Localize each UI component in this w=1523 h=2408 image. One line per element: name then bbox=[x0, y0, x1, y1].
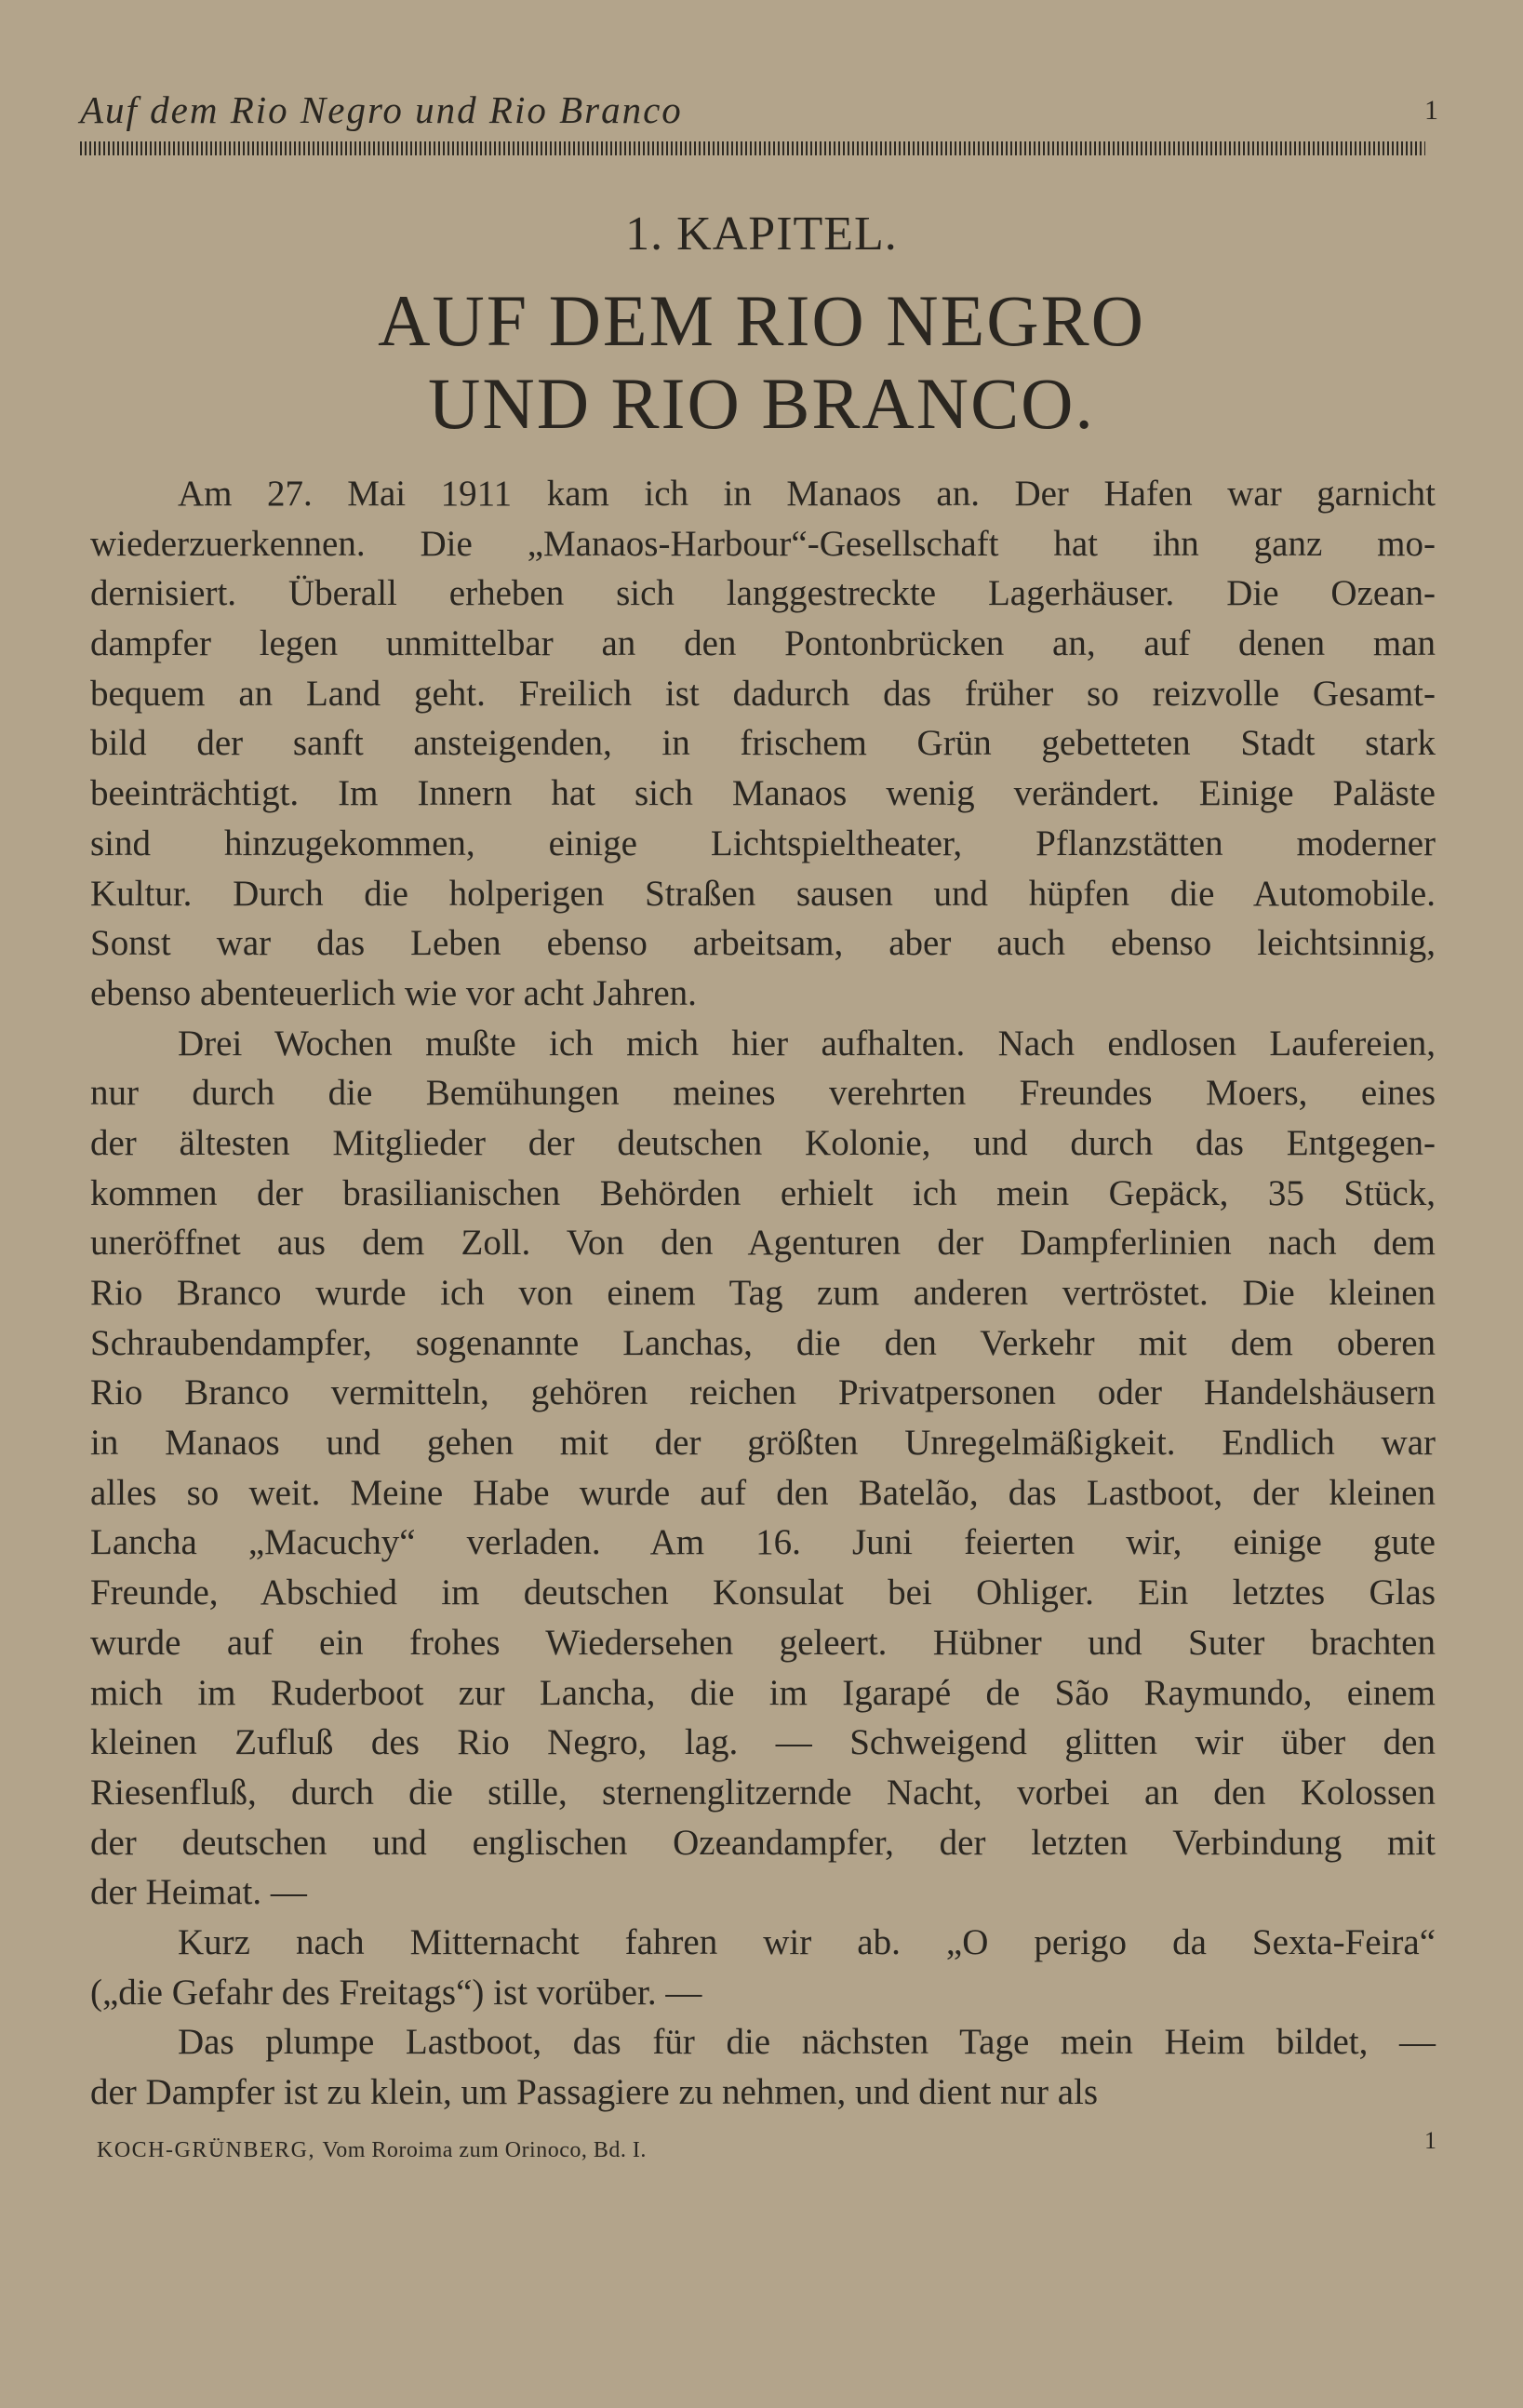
body-text bbox=[90, 469, 1436, 2118]
text-line: sind hinzugekommen, einige Lichtspieltheater, Pflanzstätten moderner bbox=[90, 823, 1436, 863]
text-line: wurde auf ein frohes Wiedersehen geleert. Hübner und Suter brachten bbox=[90, 1622, 1436, 1663]
text-line: kommen der brasilianischen Behörden erhielt ich mein Gepäck, 35 Stück, bbox=[90, 1172, 1436, 1213]
text-line: Am 27. Mai 1911 kam ich in Manaos an. Der Hafen war garnicht bbox=[178, 474, 1436, 514]
footer-signature-line bbox=[97, 2138, 647, 2163]
text-line: uneröffnet aus dem Zoll. Von den Agenturen der Dampferlinien nach dem bbox=[90, 1223, 1436, 1264]
text-line: mich im Ruderboot zur Lancha, die im Igarapé de São Raymundo, einem bbox=[90, 1672, 1436, 1713]
text-line: bild der sanft ansteigenden, in frischem Grün gebetteten Stadt stark bbox=[90, 723, 1436, 764]
text-line: Das plumpe Lastboot, das für die nächsten Tage mein Heim bildet, — bbox=[178, 2022, 1436, 2063]
text-line: Riesenfluß, durch die stille, sternenglitzernde Nacht, vorbei an den Kolossen bbox=[90, 1772, 1436, 1813]
footer-work: Vom Roroima zum Orinoco, Bd. I. bbox=[322, 2138, 647, 2162]
text-line: der ältesten Mitglieder der deutschen Kolonie, und durch das Entgegen- bbox=[90, 1122, 1436, 1163]
text-line: Drei Wochen mußte ich mich hier aufhalten. Nach endlosen Laufereien, bbox=[178, 1023, 1436, 1064]
text-line: der Heimat. — bbox=[90, 1872, 307, 1913]
text-line: dernisiert. Überall erheben sich langgestreckte Lagerhäuser. Die Ozean- bbox=[90, 573, 1436, 614]
text-line: („die Gefahr des Freitags“) ist vorüber. — bbox=[90, 1972, 702, 2013]
running-head bbox=[80, 88, 1438, 131]
text-line: Lancha „Macuchy“ verladen. Am 16. Juni feierten wir, einige gute bbox=[90, 1522, 1436, 1563]
chapter-title bbox=[0, 279, 1523, 445]
text-line: der Dampfer ist zu klein, um Passagiere zu nehmen, und dient nur als bbox=[90, 2072, 1099, 2112]
paragraph bbox=[90, 469, 1436, 1019]
text-line: Sonst war das Leben ebenso arbeitsam, aber auch ebenso leichtsinnig, bbox=[90, 923, 1436, 964]
text-line: beeinträchtigt. Im Innern hat sich Manaos wenig verändert. Einige Paläste bbox=[90, 773, 1436, 814]
footer-author: KOCH-GRÜNBERG, bbox=[97, 2138, 316, 2162]
text-line: dampfer legen unmittelbar an den Pontonbrücken an, auf denen man bbox=[90, 623, 1436, 664]
text-line: in Manaos und gehen mit der größten Unregelmäßigkeit. Endlich war bbox=[90, 1423, 1436, 1464]
text-line: Freunde, Abschied im deutschen Konsulat bei Ohliger. Ein letztes Glas bbox=[90, 1572, 1436, 1613]
running-title: Auf dem Rio Negro und Rio Branco bbox=[80, 88, 683, 131]
chapter-title-line-1: AUF DEM RIO NEGRO bbox=[378, 280, 1145, 361]
header-ornament-rule bbox=[80, 141, 1425, 155]
footer-sheet-number: 1 bbox=[1424, 2127, 1436, 2154]
text-line: Kurz nach Mitternacht fahren wir ab. „O perigo da Sexta-Feira“ bbox=[178, 1921, 1436, 1962]
text-line: kleinen Zufluß des Rio Negro, lag. — Schweigend glitten wir über den bbox=[90, 1722, 1436, 1763]
chapter-title-line-2: UND RIO BRANCO. bbox=[428, 363, 1095, 444]
text-line: Schraubendampfer, sogenannte Lanchas, die den Verkehr mit dem oberen bbox=[90, 1322, 1436, 1363]
text-line: Kultur. Durch die holperigen Straßen sausen und hüpfen die Automobile. bbox=[90, 873, 1436, 914]
text-line: nur durch die Bemühungen meines verehrten Freundes Moers, eines bbox=[90, 1073, 1436, 1114]
text-line: bequem an Land geht. Freilich ist dadurch das früher so reizvolle Gesamt- bbox=[90, 673, 1436, 714]
text-line: Rio Branco wurde ich von einem Tag zum anderen vertröstet. Die kleinen bbox=[90, 1273, 1436, 1313]
paragraph bbox=[90, 1019, 1436, 1918]
text-line: alles so weit. Meine Habe wurde auf den Batelão, das Lastboot, der kleinen bbox=[90, 1472, 1436, 1513]
text-line: der deutschen und englischen Ozeandampfer, der letzten Verbindung mit bbox=[90, 1822, 1436, 1863]
paragraph bbox=[90, 2017, 1436, 2117]
paragraph bbox=[90, 1918, 1436, 2017]
chapter-label: 1. KAPITEL. bbox=[625, 207, 898, 261]
text-line: ebenso abenteuerlich wie vor acht Jahren. bbox=[90, 972, 697, 1013]
text-line: Rio Branco vermitteln, gehören reichen Privatpersonen oder Handelshäusern bbox=[90, 1372, 1436, 1413]
page-number: 1 bbox=[1424, 95, 1438, 126]
text-line: wiederzuerkennen. Die „Manaos-Harbour“-Gesellschaft hat ihn ganz mo- bbox=[90, 523, 1436, 564]
